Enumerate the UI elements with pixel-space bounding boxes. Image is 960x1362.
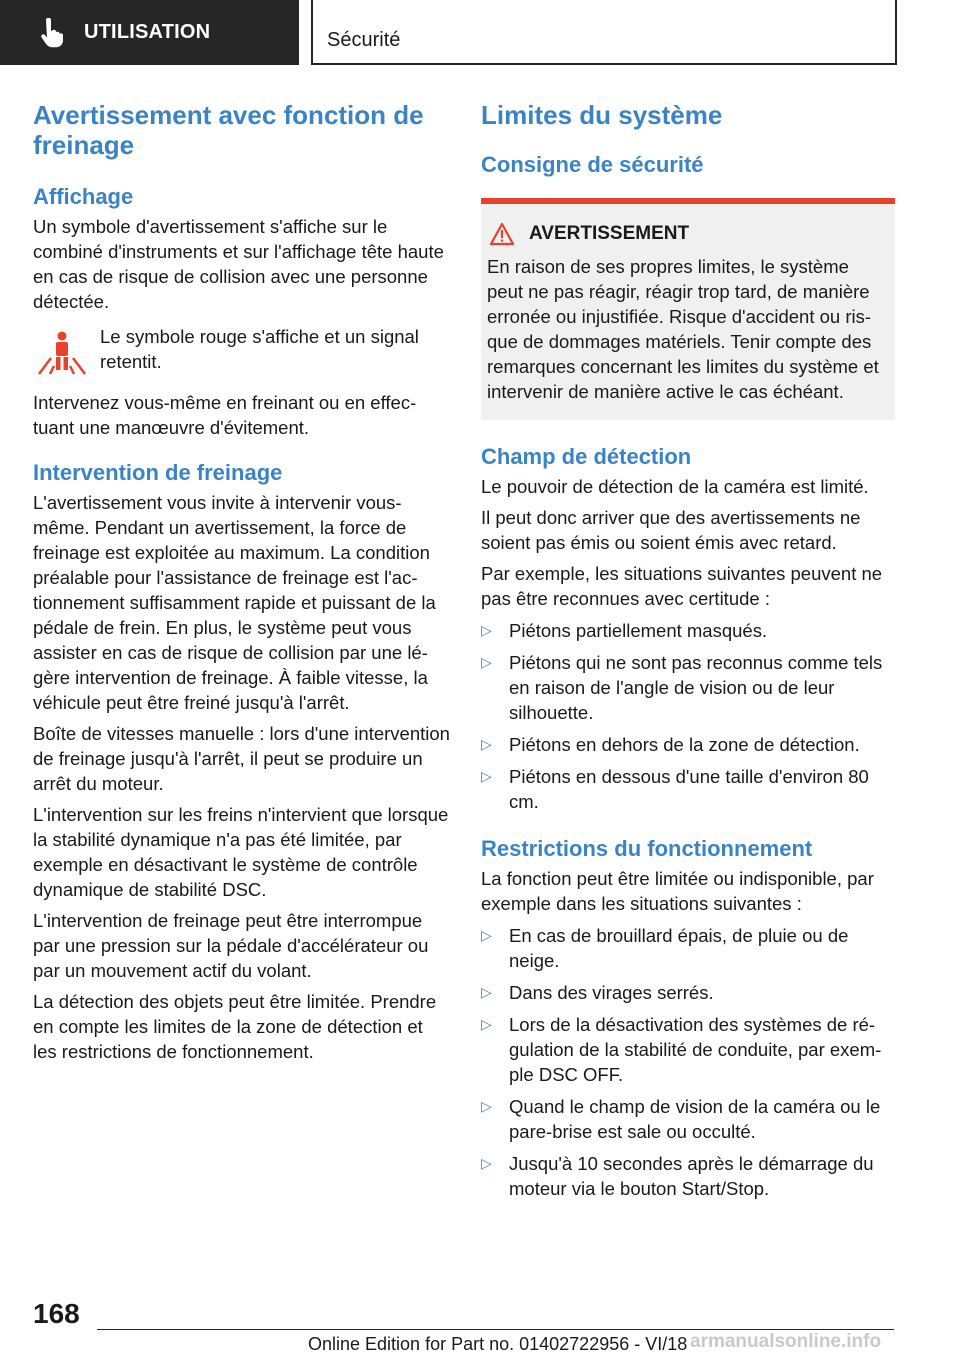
section-label: UTILISATION: [84, 21, 211, 43]
braking-paragraph-4: L'intervention de freinage peut être interrompue par une pression sur la pédale d'accélérateur ou par un mouvement actif du volant.: [33, 910, 429, 981]
braking-paragraph-1: L'avertissement vous invite à intervenir vous-même. Pendant un avertissement, la force de freinage est exploitée au maximum. La condition préalable pour l'assistance de freinage est l'actionnement suffisamment rapide et puissant de la pédale de frein. En plus, le système peut vous assister en cas de risque de collision par une légère intervention de freinage. À faible vitesse, la véhicule peut être freiné jusqu'à l'arrêt.: [33, 492, 436, 713]
heading-braking: Intervention de freinage: [33, 460, 283, 485]
warning-box: [481, 198, 895, 420]
triangle-bullet-icon: ▷: [481, 768, 492, 784]
display-paragraph-1: Un symbole d'avertissement s'affiche sur le combiné d'instruments et sur l'affichage tête haute en cas de risque de collision avec une personne détectée.: [33, 216, 444, 312]
warning-label: AVERTISSEMENT: [529, 223, 690, 244]
detection-list: [481, 618, 895, 814]
warning-text: En raison de ses propres limites, le système peut ne pas réagir, réagir trop tard, de manière erronée ou injustifiée. Risque d'accident ou risque de dommages matériels. Tenir compte des remarques concernant les limites du système et intervenir de manière active le cas échéant.: [487, 256, 879, 402]
triangle-bullet-icon: ▷: [481, 927, 492, 943]
list-item: ▷ Dans des virages serrés.: [481, 982, 714, 1003]
warning-triangle-icon: [489, 222, 515, 246]
heading-detection: Champ de détection: [481, 444, 692, 469]
section-title-limits: Limites du système: [481, 100, 723, 130]
hand-pointer-icon: [38, 18, 64, 48]
watermark: armanualsonline.info: [690, 1331, 882, 1352]
right-column: [481, 100, 895, 1201]
pedestrian-warning-icon: [36, 328, 88, 378]
chapter-label: Sécurité: [327, 29, 401, 51]
triangle-bullet-icon: ▷: [481, 984, 492, 1000]
list-item: ▷ Piétons en dessous d'une taille d'environ 80 cm.: [481, 766, 869, 812]
page-number: 168: [33, 1298, 80, 1329]
chapter-tab: [311, 0, 897, 65]
triangle-bullet-icon: ▷: [481, 736, 492, 752]
list-item: ▷ Lors de la désactivation des systèmes de régulation de la stabilité de conduite, par exemple DSC OFF.: [481, 1014, 882, 1085]
left-column: [33, 100, 451, 1064]
triangle-bullet-icon: ▷: [481, 654, 492, 670]
braking-paragraph-2: Boîte de vitesses manuelle : lors d'une intervention de freinage jusqu'à l'arrêt, il peut se produire un arrêt du moteur.: [33, 723, 450, 794]
display-paragraph-2: Intervenez vous-même en freinant ou en effectuant une manœuvre d'évitement.: [33, 392, 417, 438]
braking-paragraph-3: L'intervention sur les freins n'intervient que lorsque la stabilité dynamique n'a pas été limitée, par exemple en désactivant le système de contrôle dynamique de stabilité DSC.: [33, 804, 449, 900]
restrictions-paragraph-1: La fonction peut être limitée ou indisponible, par exemple dans les situations suivantes :: [481, 868, 874, 914]
heading-display: Affichage: [33, 184, 134, 209]
triangle-bullet-icon: ▷: [481, 1155, 492, 1171]
heading-restrictions: Restrictions du fonctionnement: [481, 836, 813, 861]
detection-paragraph-3: Par exemple, les situations suivantes peuvent ne pas être reconnues avec certitude :: [481, 563, 883, 609]
restrictions-list: [481, 923, 895, 1201]
footer-divider: [97, 1329, 894, 1330]
triangle-bullet-icon: ▷: [481, 1016, 492, 1032]
symbol-text: Le symbole rouge s'affiche et un signal retentit.: [100, 326, 419, 372]
section-title-warning: Avertissement avec fonction de freinage: [33, 100, 424, 160]
triangle-bullet-icon: ▷: [481, 622, 492, 638]
detection-paragraph-1: Le pouvoir de détection de la caméra est limité.: [481, 476, 869, 497]
list-item: ▷ Jusqu'à 10 secondes après le démarrage du moteur via le bouton Start/Stop.: [481, 1153, 874, 1199]
list-item: ▷ Piétons qui ne sont pas reconnus comme tels en raison de l'angle de vision ou de leur silhouette.: [481, 652, 883, 723]
triangle-bullet-icon: ▷: [481, 1098, 492, 1114]
warning-header: [487, 222, 889, 246]
list-item: ▷ Quand le champ de vision de la caméra ou le pare-brise est sale ou occulté.: [481, 1096, 881, 1142]
heading-safety: Consigne de sécurité: [481, 152, 704, 177]
symbol-row: [33, 324, 451, 378]
list-item: ▷ En cas de brouillard épais, de pluie ou de neige.: [481, 925, 849, 971]
list-item: ▷ Piétons partiellement masqués.: [481, 620, 768, 641]
detection-paragraph-2: Il peut donc arriver que des avertissements ne soient pas émis ou soient émis avec retard.: [481, 507, 861, 553]
edition-text: Online Edition for Part no. 01402722956 - VI/18: [308, 1334, 688, 1354]
braking-paragraph-5: La détection des objets peut être limitée. Prendre en compte les limites de la zone de détection et les restrictions de fonctionnement.: [33, 991, 437, 1062]
section-tab: [0, 0, 299, 65]
list-item: ▷ Piétons en dehors de la zone de détection.: [481, 734, 860, 755]
